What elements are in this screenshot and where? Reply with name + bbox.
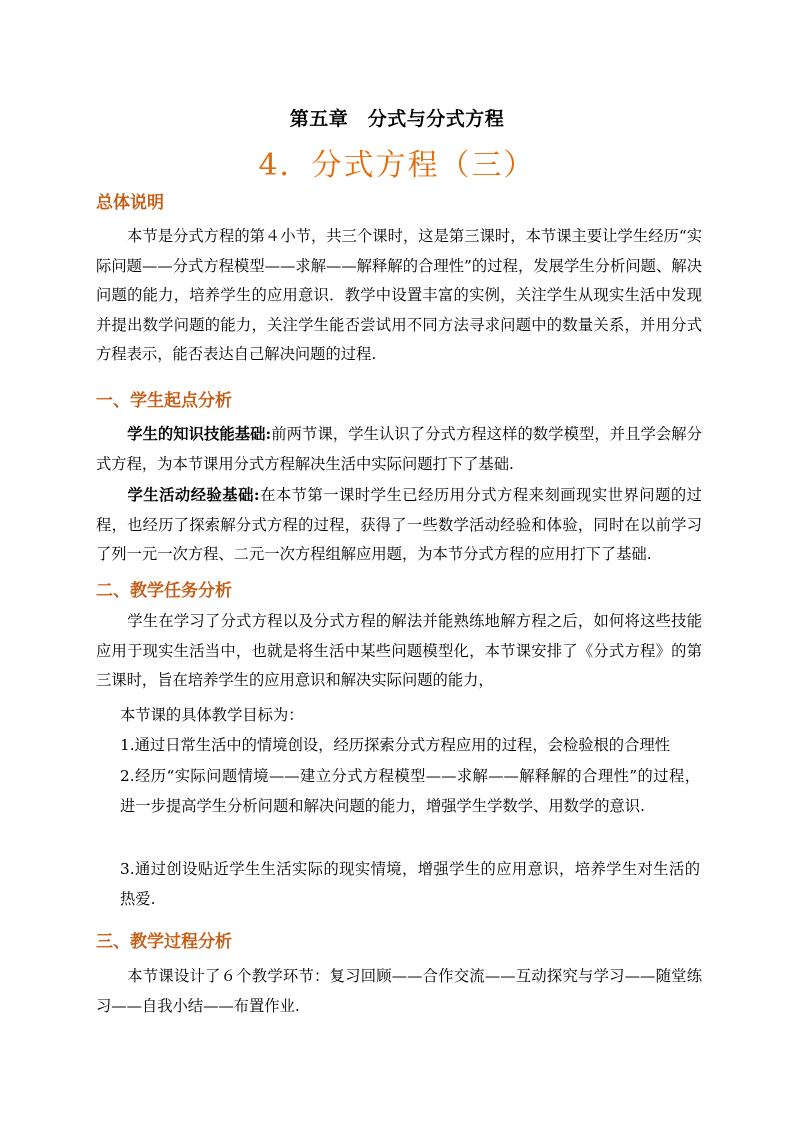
overview-text: 本节是分式方程的第４小节，共三个课时，这是第三课时，本节课主要让学生经历“实际问题——分式方程模型——求解——解释解的合理性”的过程，发展学生分析问题、解决问题的能力，培养学生的应用意识．教学中设置丰富的实例，关注学生从现实生活中发现并提出数学问题的能力，关注学生能否尝试用不同方法寻求问题中的数量关系，并用分式方程表示，能否表达自己解决问题的过程.: [96, 227, 702, 363]
goal-item-1: 1.通过日常生活中的情境创设，经历探索分式方程应用的过程，会检验根的合理性: [120, 736, 670, 754]
overview-heading: 总体说明: [96, 193, 164, 213]
lesson-title: 4．分式方程（三）: [258, 148, 536, 183]
section3-paragraph: [96, 962, 702, 1021]
goal-item-3: 3.通过创设贴近学生生活实际的现实情境，增强学生的应用意识，培养学生对生活的热爱.: [120, 860, 700, 908]
overview-paragraph: [96, 222, 702, 370]
knowledge-paragraph: [96, 420, 702, 479]
experience-text: 在本节第一课时学生已经历用分式方程来刻画现实世界问题的过程，也经历了探索解分式方程的过程，获得了一些数学活动经验和体验，同时在以前学习了列一元一次方程、二元一次方程组解应用题，为本节分式方程的应用打下了基础.: [96, 486, 702, 563]
section3-heading: 三、教学过程分析: [96, 932, 232, 952]
goal-item-2: 2.经历“实际问题情境——建立分式方程模型——求解——解释解的合理性”的过程，进一步提高学生分析问题和解决问题的能力，增强学生学数学、用数学的意识.: [120, 767, 700, 815]
section2-paragraph: [96, 607, 702, 696]
experience-paragraph: [96, 481, 702, 570]
chapter-title: 第五章 分式与分式方程: [289, 108, 505, 130]
section2-text: 学生在学习了分式方程以及分式方程的解法并能熟练地解方程之后，如何将这些技能应用于现实生活当中，也就是将生活中某些问题模型化，本节课安排了《分式方程》的第三课时，旨在培养学生的应用意识和解决实际问题的能力，: [96, 612, 702, 689]
section2-heading: 二、教学任务分析: [96, 581, 232, 601]
section1-heading: 一、学生起点分析: [96, 391, 232, 411]
knowledge-text: 前两节课，学生认识了分式方程这样的数学模型，并且学会解分式方程，为本节课用分式方程解决生活中实际问题打下了基础.: [96, 425, 702, 473]
experience-label: 学生活动经验基础:: [127, 486, 260, 504]
section3-text: 本节课设计了６个教学环节：复习回顾——合作交流——互动探究与学习——随堂练习——自我小结——布置作业.: [96, 967, 702, 1015]
goals-intro: 本节课的具体教学目标为：: [120, 706, 304, 724]
knowledge-label: 学生的知识技能基础:: [127, 425, 272, 443]
